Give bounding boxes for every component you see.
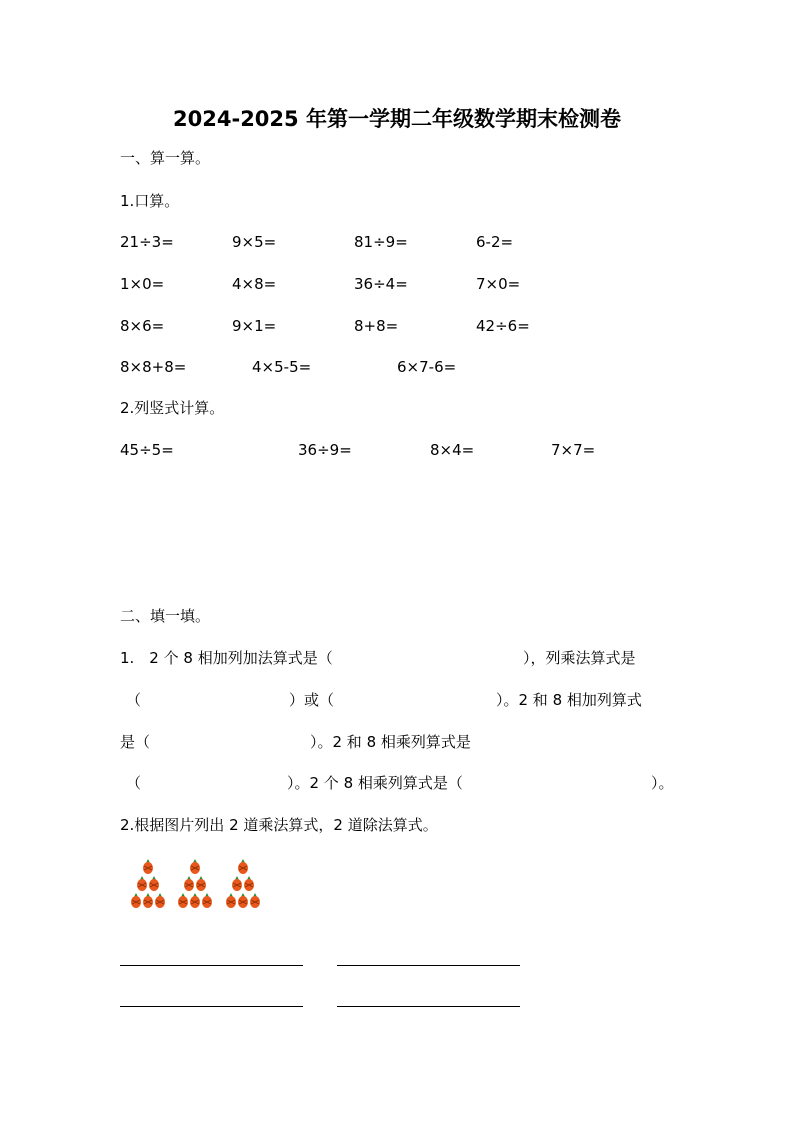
fill-text: 是（ (120, 733, 151, 751)
fill-text: 1. 2 个 8 相加列加法算式是（ (120, 649, 333, 667)
q1-label: 1.口算。 (120, 192, 180, 210)
vertical-item: 45÷5= (120, 441, 174, 459)
page-title: 2024-2025 年第一学期二年级数学期末检测卷 (173, 107, 621, 131)
fill-text: （ (126, 691, 142, 709)
calc-item: 6-2= (476, 233, 514, 251)
calc-item: 21÷3= (120, 233, 174, 251)
vertical-item: 7×7= (551, 441, 596, 459)
vertical-item: 36÷9= (298, 441, 352, 459)
fill-text: ）。2 和 8 相加列算式 (496, 691, 642, 709)
calc-item: 9×1= (232, 317, 277, 335)
calc-item: 1×0= (120, 275, 165, 293)
calc-item: 36÷4= (354, 275, 408, 293)
fill-text: ），列乘法算式是 (523, 649, 636, 667)
calc-item: 4×8= (232, 275, 277, 293)
fill-text: ）。2 个 8 相乘列算式是（ (287, 774, 463, 792)
calc-item: 4×5-5= (252, 358, 312, 376)
fill-text: ）或（ (289, 691, 335, 709)
calc-item: 8×6= (120, 317, 165, 335)
q2-label: 2.列竖式计算。 (120, 399, 225, 417)
answer-line[interactable] (120, 965, 303, 966)
vertical-item: 8×4= (430, 441, 475, 459)
fill-text: ）。2 和 8 相乘列算式是 (310, 733, 471, 751)
calc-item: 81÷9= (354, 233, 408, 251)
q2-picture-label: 2.根据图片列出 2 道乘法算式，2 道除法算式。 (120, 816, 438, 834)
calc-item: 7×0= (476, 275, 521, 293)
calc-item: 42÷6= (476, 317, 530, 335)
calc-item: 9×5= (232, 233, 277, 251)
section1-heading: 一、算一算。 (120, 149, 211, 167)
section2-heading: 二、填一填。 (120, 607, 211, 625)
calc-item: 8×8+8= (120, 358, 187, 376)
answer-line[interactable] (337, 965, 520, 966)
answer-line[interactable] (120, 1006, 303, 1007)
fill-text: （ (126, 774, 142, 792)
calc-item: 6×7-6= (397, 358, 457, 376)
fill-text: ）。 (651, 774, 674, 792)
calc-item: 8+8= (354, 317, 399, 335)
pineapple-picture-icon (128, 858, 268, 920)
answer-line[interactable] (337, 1006, 520, 1007)
